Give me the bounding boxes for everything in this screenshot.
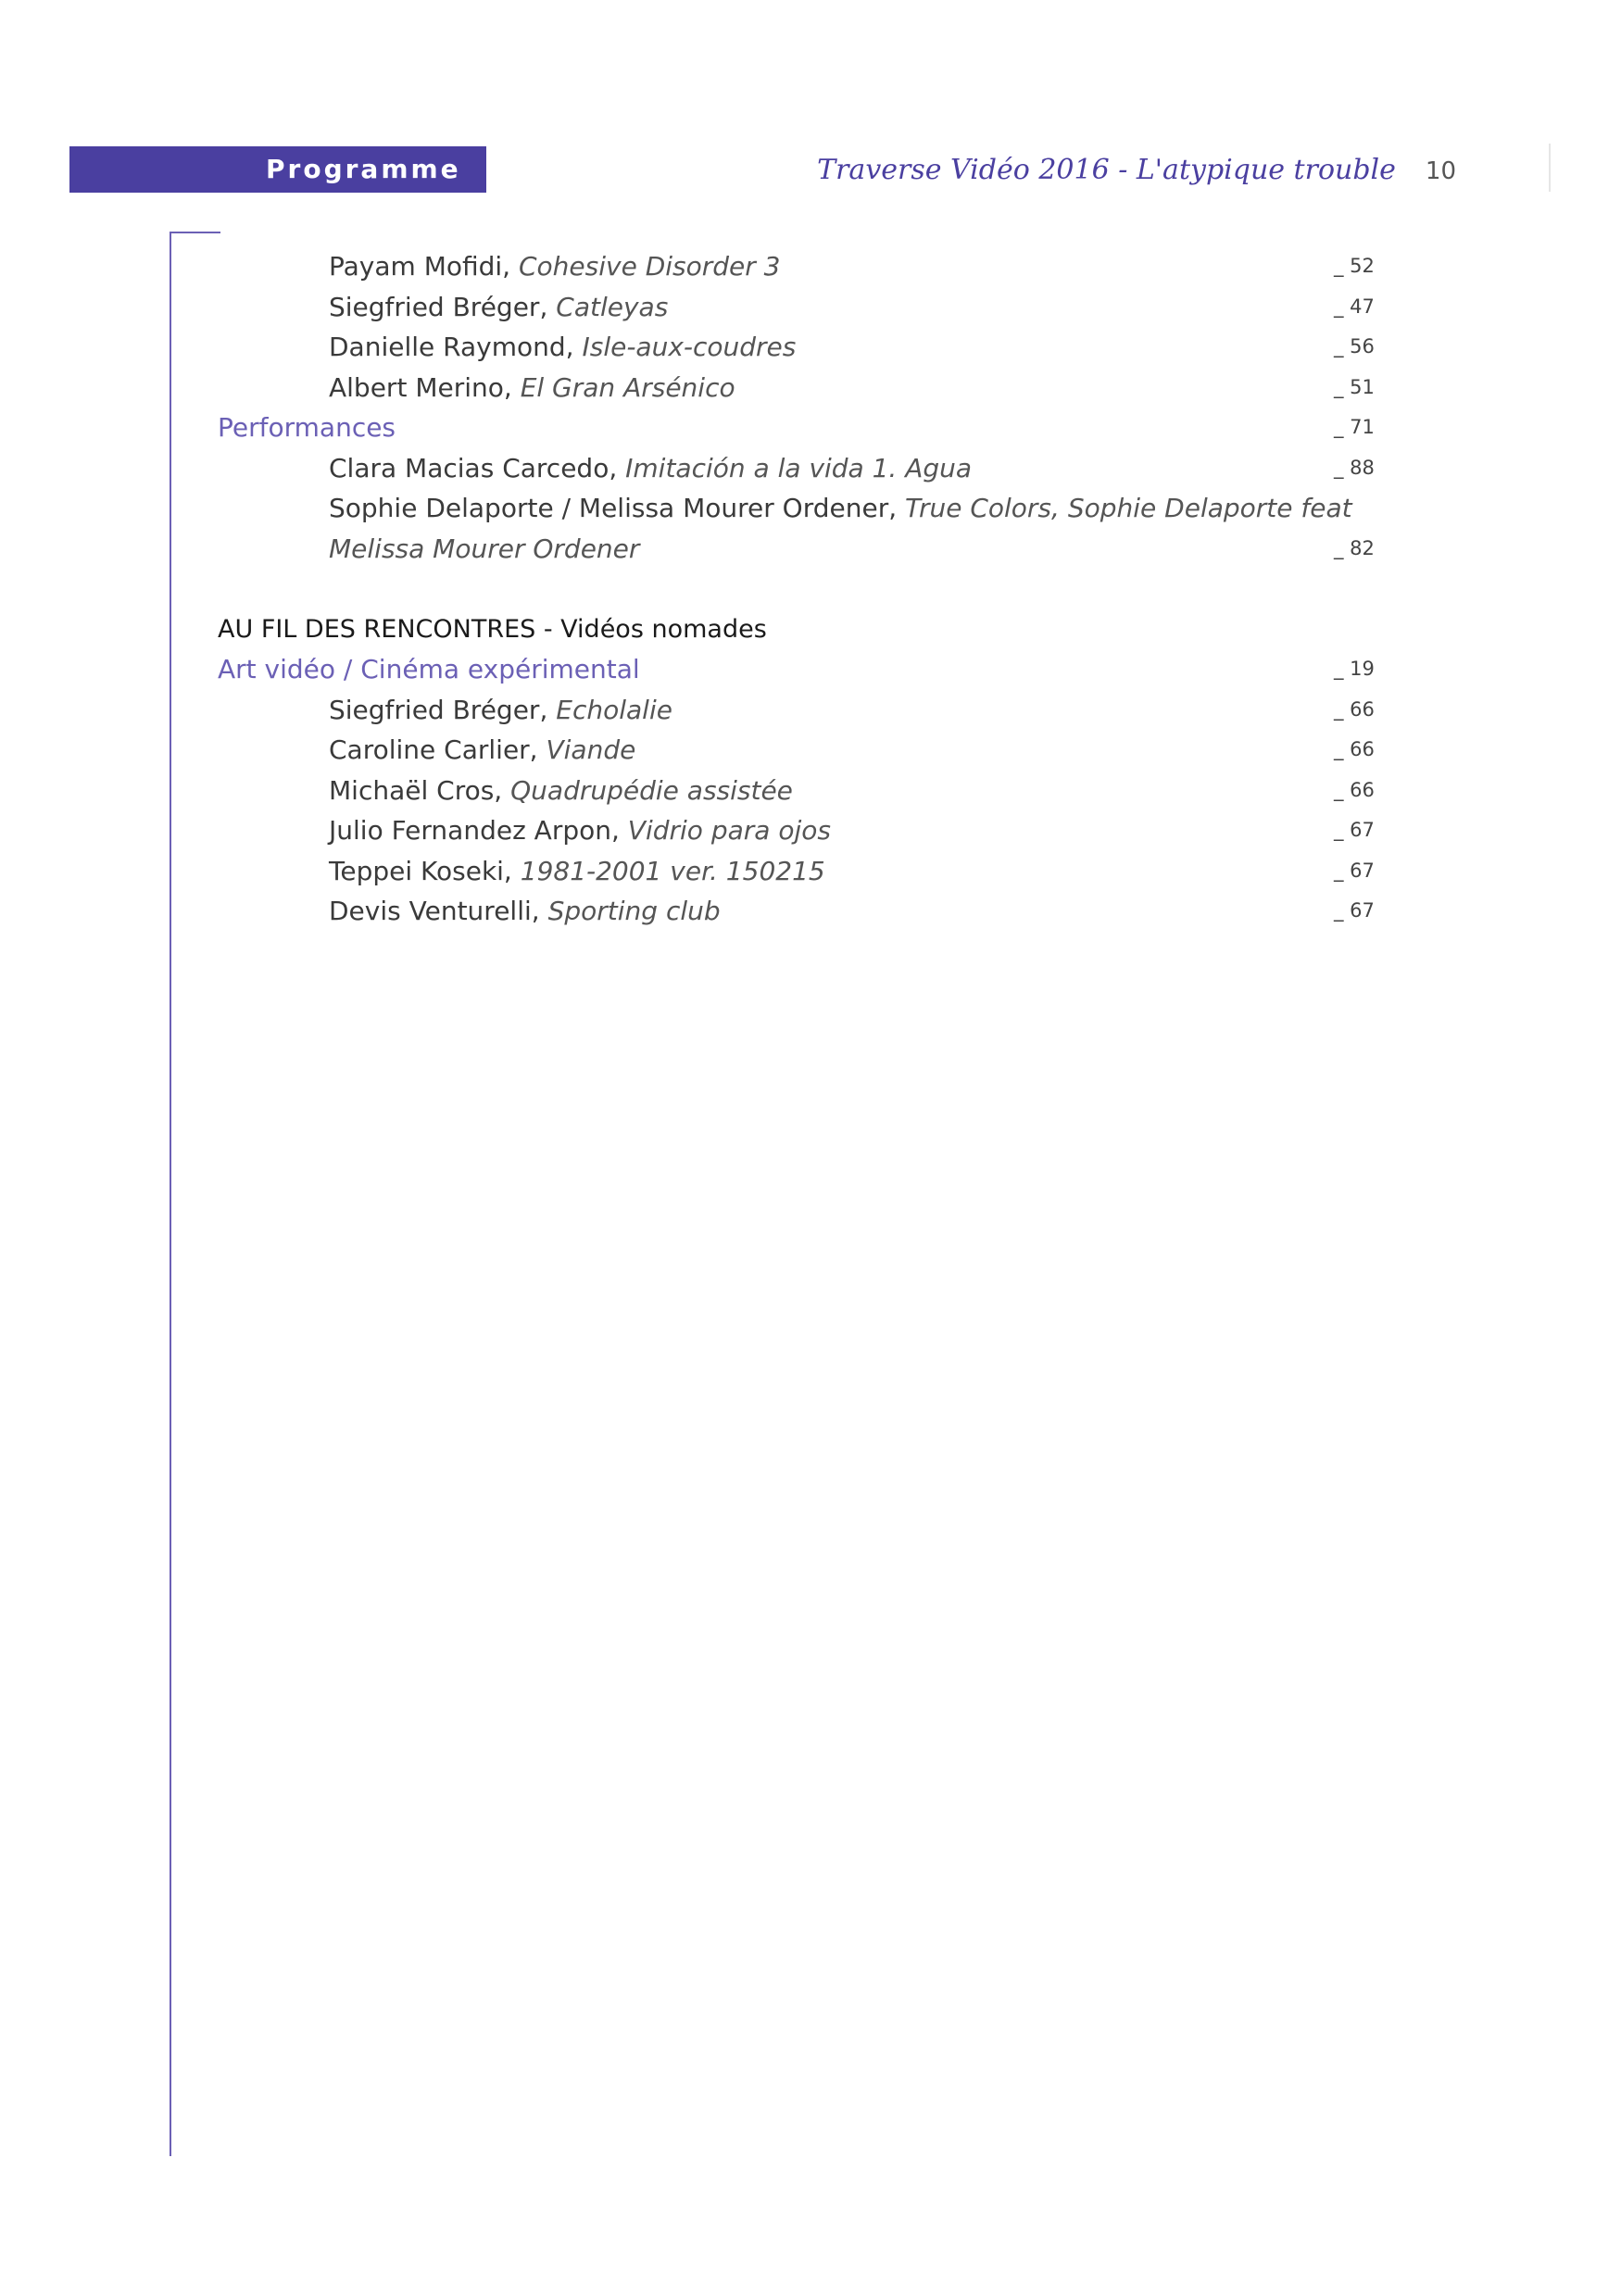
entry-work: El Gran Arsénico	[520, 371, 735, 403]
entry-author: Siegfried Bréger,	[329, 291, 548, 322]
entry-page: _ 51	[1334, 375, 1375, 398]
entry-author: Devis Venturelli,	[329, 896, 540, 926]
entry-page: _ 56	[1334, 335, 1375, 358]
page-header	[817, 154, 1456, 191]
toc-entry	[0, 690, 1621, 731]
entry-author: Julio Fernandez Arpon,	[329, 815, 620, 846]
entry-author: Albert Merino,	[329, 371, 512, 403]
toc-entry	[0, 287, 1621, 328]
entry-work: Viande	[546, 734, 636, 765]
entry-page: _ 66	[1334, 738, 1375, 760]
margin-rule-top	[170, 232, 220, 233]
entry-page: _ 19	[1334, 658, 1375, 680]
entry-page: _ 88	[1334, 456, 1375, 479]
entry-work: Melissa Mourer Ordener	[329, 533, 640, 564]
toc-section-heading	[0, 609, 1621, 650]
entry-page: _ 66	[1334, 697, 1375, 721]
entry-work: Vidrio para ojos	[627, 815, 831, 846]
toc-entry	[0, 448, 1621, 489]
toc-entry	[0, 730, 1621, 771]
toc-entry-continued	[0, 529, 1621, 570]
page-number: 10	[1425, 157, 1456, 185]
entry-work: Cohesive Disorder 3	[518, 251, 781, 282]
entry-page: _ 67	[1334, 819, 1375, 841]
entry-page: _ 71	[1334, 416, 1375, 438]
toc-entry	[0, 488, 1621, 529]
entry-page: _ 66	[1334, 778, 1375, 801]
entry-author: Siegfried Bréger,	[329, 694, 548, 725]
toc-subsection	[0, 649, 1621, 690]
toc-entry	[0, 327, 1621, 368]
table-of-contents	[0, 246, 1621, 932]
entry-work: 1981-2001 ver. 150215	[520, 855, 825, 886]
header-divider	[1549, 144, 1551, 192]
subsection-label: Performances	[218, 412, 396, 443]
entry-author: Sophie Delaporte / Melissa Mourer Ordener,	[329, 493, 898, 523]
entry-author: Payam Mofidi,	[329, 251, 511, 282]
entry-page: _ 82	[1334, 536, 1375, 559]
entry-author: Danielle Raymond,	[329, 332, 574, 362]
toc-entry	[0, 771, 1621, 811]
toc-entry	[0, 891, 1621, 932]
entry-work: Quadrupédie assistée	[510, 774, 793, 806]
entry-work: Catleyas	[556, 291, 669, 322]
toc-entry	[0, 246, 1621, 287]
entry-author: Clara Macias Carcedo,	[329, 452, 618, 483]
entry-author: Michaël Cros,	[329, 774, 503, 806]
section-tab: Programme	[69, 146, 486, 193]
entry-page: _ 67	[1334, 899, 1375, 922]
toc-entry	[0, 810, 1621, 851]
toc-entry	[0, 851, 1621, 892]
entry-work: Imitación a la vida 1. Agua	[625, 452, 973, 483]
section-heading: AU FIL DES RENCONTRES - Vidéos nomades	[218, 614, 767, 644]
entry-work: Isle-aux-coudres	[582, 332, 797, 362]
toc-entry	[0, 368, 1621, 408]
entry-work: True Colors, Sophie Delaporte feat	[905, 493, 1352, 523]
document-title: Traverse Vidéo 2016 - L'atypique trouble	[817, 154, 1396, 186]
entry-work: Echolalie	[556, 694, 672, 725]
entry-page: _ 67	[1334, 859, 1375, 882]
entry-page: _ 52	[1334, 255, 1375, 277]
entry-author: Teppei Koseki,	[329, 855, 512, 886]
entry-author: Caroline Carlier,	[329, 734, 538, 765]
subsection-label: Art vidéo / Cinéma expérimental	[218, 654, 640, 684]
entry-page: _ 47	[1334, 295, 1375, 318]
entry-work: Sporting club	[547, 896, 721, 926]
toc-subsection	[0, 408, 1621, 448]
